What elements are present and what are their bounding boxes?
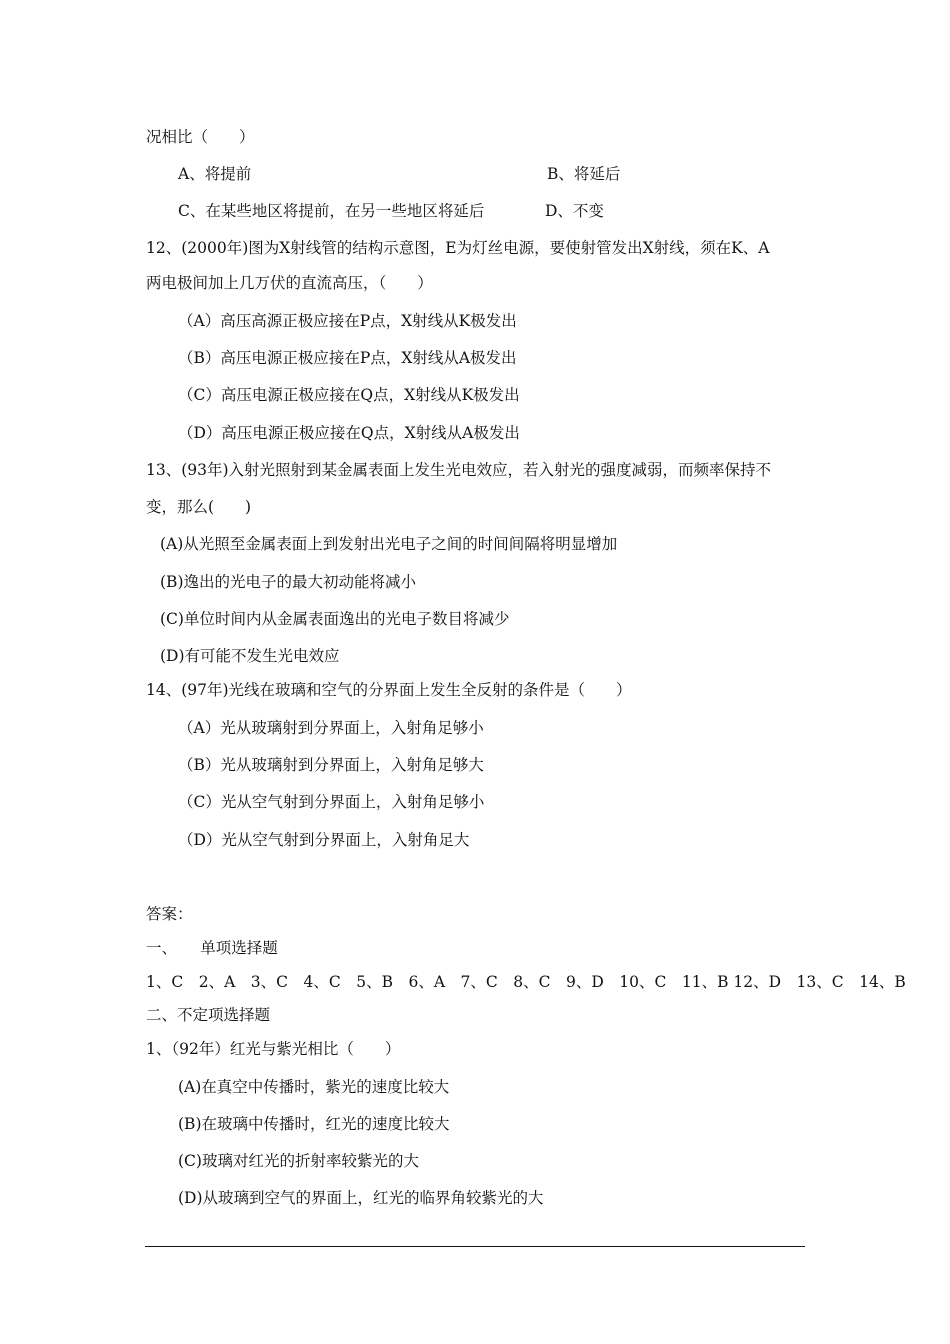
q14-option-c: （C）光从空气射到分界面上，入射角足够小 <box>178 793 485 811</box>
q12-stem-line2: 两电极间加上几万伏的直流高压，（ ） <box>146 274 433 292</box>
q11-option-d: D、不变 <box>545 202 604 220</box>
q13-option-b: (B)逸出的光电子的最大初动能将减小 <box>160 573 416 591</box>
section2-heading: 二、不定项选择题 <box>146 1006 271 1024</box>
q13-stem-line2: 变，那么( ) <box>146 498 252 516</box>
q12-option-c: （C）高压电源正极应接在Q点，X射线从K极发出 <box>178 386 520 404</box>
q11-option-c: C、在某些地区将提前，在另一些地区将延后 <box>178 202 485 220</box>
q14-option-a: （A）光从玻璃射到分界面上，入射角足够小 <box>178 719 484 737</box>
q2-1-stem: 1、（92年）红光与紫光相比（ ） <box>146 1040 401 1058</box>
q11-option-b: B、将延后 <box>547 165 621 183</box>
q12-stem-line1: 12、(2000年)图为X射线管的结构示意图，E为灯丝电源，要使射管发出X射线，须在K、A <box>146 239 770 257</box>
q14-stem: 14、(97年)光线在玻璃和空气的分界面上发生全反射的条件是（ ） <box>146 681 632 699</box>
q13-option-d: (D)有可能不发生光电效应 <box>160 647 340 665</box>
q2-1-option-a: (A)在真空中传播时，紫光的速度比较大 <box>178 1078 450 1096</box>
q11-tail: 况相比（ ） <box>146 128 255 146</box>
q13-option-c: (C)单位时间内从金属表面逸出的光电子数目将减少 <box>160 610 510 628</box>
q12-option-a: （A）高压高源正极应接在P点，X射线从K极发出 <box>178 312 517 330</box>
q11-option-a: A、将提前 <box>178 165 252 183</box>
q12-option-d: （D）高压电源正极应接在Q点，X射线从A极发出 <box>178 424 520 442</box>
q14-option-b: （B）光从玻璃射到分界面上，入射角足够大 <box>178 756 484 774</box>
answers-heading: 答案： <box>146 905 193 923</box>
q13-option-a: (A)从光照至金属表面上到发射出光电子之间的时间间隔将明显增加 <box>160 535 618 553</box>
section1-answer-key: 1、C 2、A 3、C 4、C 5、B 6、A 7、C 8、C 9、D 10、C 11、B 12、D 13、C 14、B <box>146 973 906 991</box>
q2-1-option-d: (D)从玻璃到空气的界面上，红光的临界角较紫光的大 <box>178 1189 544 1207</box>
section1-heading: 一、 单项选择题 <box>146 939 278 957</box>
q14-option-d: （D）光从空气射到分界面上，入射角足大 <box>178 831 470 849</box>
footer-rule <box>145 1246 805 1247</box>
q2-1-option-b: (B)在玻璃中传播时，红光的速度比较大 <box>178 1115 450 1133</box>
q13-stem-line1: 13、(93年)入射光照射到某金属表面上发生光电效应，若入射光的强度减弱，而频率保持不 <box>146 461 772 479</box>
q12-option-b: （B）高压电源正极应接在P点，X射线从A极发出 <box>178 349 517 367</box>
q2-1-option-c: (C)玻璃对红光的折射率较紫光的大 <box>178 1152 419 1170</box>
